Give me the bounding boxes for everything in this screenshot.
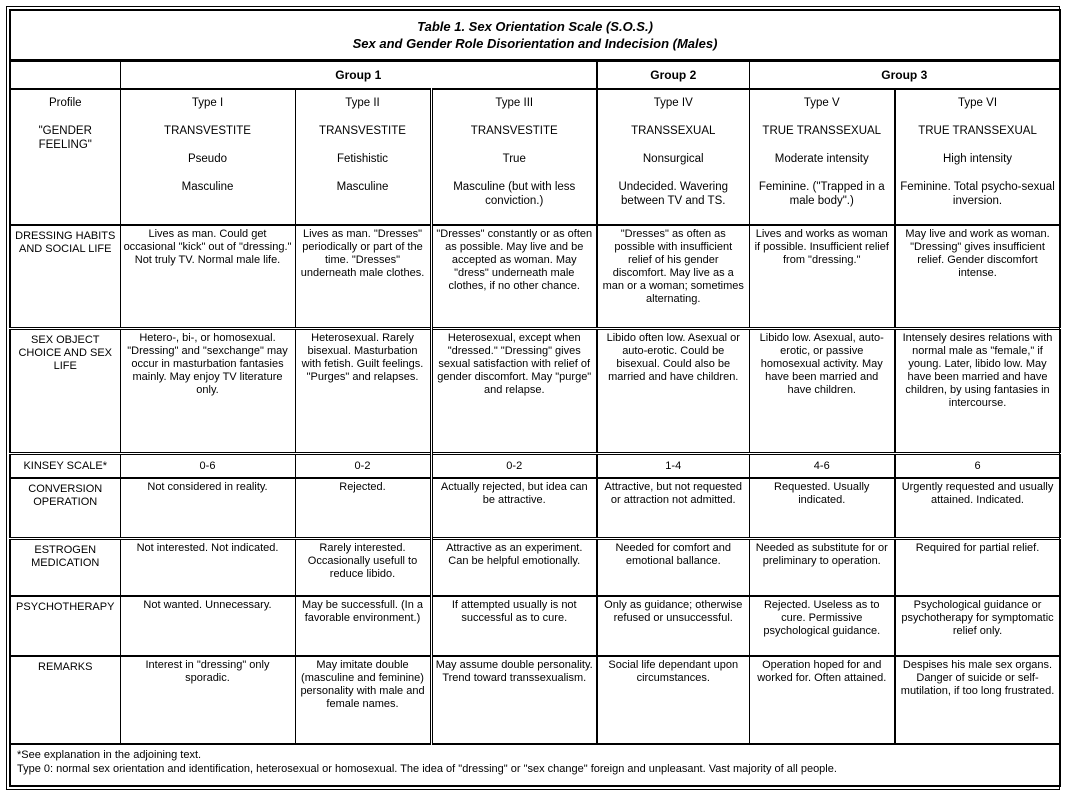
group-row-spacer — [10, 61, 120, 90]
table-cell: Heterosexual, except when "dressed." "Dressing" gives sexual satisfaction with relief of gender discomfort. May "purge" and relapse. — [431, 329, 597, 454]
table-border-frame — [6, 6, 1060, 790]
type-subtype: True — [502, 153, 526, 165]
remarks-row — [10, 656, 1060, 744]
type-gender-feeling: Masculine — [181, 181, 234, 193]
table-cell: Lives and works as woman if possible. Insufficient relief from "dressing." — [749, 225, 895, 329]
table-cell: Needed as substitute for or preliminary to operation. — [749, 539, 895, 597]
type-header-1 — [120, 89, 295, 225]
table-cell: May be successfull. (In a favorable environment.) — [295, 596, 431, 656]
table-cell: Only as guidance; otherwise refused or unsuccessful. — [597, 596, 749, 656]
group-header-3: Group 3 — [749, 61, 1060, 90]
table-cell: Interest in "dressing" only sporadic. — [120, 656, 295, 744]
type-header-row — [10, 89, 1060, 225]
table-cell: May imitate double (masculine and feminine) personality with male and female names. — [295, 656, 431, 744]
table-cell: 4-6 — [749, 454, 895, 479]
group-header-2: Group 2 — [597, 61, 749, 90]
row-label-kinsey-scale: KINSEY SCALE* — [10, 454, 120, 479]
title-line-2: Sex and Gender Role Disorientation and Indecision (Males) — [352, 36, 718, 51]
table-cell: 0-6 — [120, 454, 295, 479]
table-cell: Needed for comfort and emotional ballance. — [597, 539, 749, 597]
table-cell: "Dresses" as often as possible with insufficient relief of his gender discomfort. May live as a man or a woman; sometimes alternating. — [597, 225, 749, 329]
type-number: Type VI — [958, 97, 998, 109]
table-cell: 0-2 — [295, 454, 431, 479]
table-cell: Not considered in reality. — [120, 478, 295, 539]
type-gender-feeling: Masculine — [336, 181, 389, 193]
gender-feeling-label: "GENDER FEELING" — [38, 125, 92, 151]
profile-label: Profile — [48, 97, 82, 109]
estrogen-medication-row — [10, 539, 1060, 597]
type-subtype: High intensity — [943, 153, 1013, 165]
table-cell: May live and work as woman. "Dressing" gives insufficient relief. Gender discomfort intense. — [895, 225, 1060, 329]
type-gender-feeling: Undecided. Wavering between TV and TS. — [618, 181, 729, 207]
table-cell: 6 — [895, 454, 1060, 479]
table-cell: Libido low. Asexual, auto-erotic, or passive homosexual activity. May have been married and have children. — [749, 329, 895, 454]
type-header-6 — [895, 89, 1060, 225]
type-header-5 — [749, 89, 895, 225]
title-row — [10, 10, 1060, 61]
row-label-remarks: REMARKS — [10, 656, 120, 744]
type-number: Type III — [495, 97, 534, 109]
table-cell: "Dresses" constantly or as often as possible. May live and be accepted as woman. May "dress" underneath male clothes, if no other chance. — [431, 225, 597, 329]
type-header-2 — [295, 89, 431, 225]
type-number: Type IV — [653, 97, 693, 109]
footnotes — [10, 744, 1060, 786]
table-cell: Rejected. Useless as to cure. Permissive psychological guidance. — [749, 596, 895, 656]
table-cell: 0-2 — [431, 454, 597, 479]
row-label-conversion-operation: CONVERSION OPERATION — [10, 478, 120, 539]
table-cell: Lives as man. "Dresses" periodically or part of the time. "Dresses" underneath male clothes. — [295, 225, 431, 329]
table-cell: Psychological guidance or psychotherapy for symptomatic relief only. — [895, 596, 1060, 656]
type-category: TRUE TRANSSEXUAL — [762, 125, 882, 137]
type-number: Type I — [191, 97, 224, 109]
table-cell: Urgently requested and usually attained. Indicated. — [895, 478, 1060, 539]
title-line-1: Table 1. Sex Orientation Scale (S.O.S.) — [417, 19, 653, 34]
table-cell: Intensely desires relations with normal male as "female," if young. Later, libido low. May have been married and have children, by using fantasies in intercourse. — [895, 329, 1060, 454]
type-subtype: Nonsurgical — [642, 153, 704, 165]
table-cell: If attempted usually is not successful as to cure. — [431, 596, 597, 656]
table-cell: Rejected. — [295, 478, 431, 539]
table-cell: Required for partial relief. — [895, 539, 1060, 597]
table-cell: Requested. Usually indicated. — [749, 478, 895, 539]
table-cell: Actually rejected, but idea can be attractive. — [431, 478, 597, 539]
table-cell: Heterosexual. Rarely bisexual. Masturbation with fetish. Guilt feelings. "Purges" and relapses. — [295, 329, 431, 454]
type-category: TRANSVESTITE — [319, 125, 406, 137]
type-subtype: Fetishistic — [336, 153, 389, 165]
row-label-dressing-habits: DRESSING HABITS AND SOCIAL LIFE — [10, 225, 120, 329]
row-label-estrogen-medication: ESTROGEN MEDICATION — [10, 539, 120, 597]
table-cell: Attractive as an experiment. Can be helpful emotionally. — [431, 539, 597, 597]
row-label-psychotherapy: PSYCHOTHERAPY — [10, 596, 120, 656]
type-category: TRANSVESTITE — [470, 125, 558, 137]
table-cell: Operation hoped for and worked for. Often attained. — [749, 656, 895, 744]
sex-object-row — [10, 329, 1060, 454]
group-header-row — [10, 61, 1060, 90]
type-category: TRANSVESTITE — [164, 125, 251, 137]
type-subtype: Moderate intensity — [774, 153, 869, 165]
type-gender-feeling: Masculine (but with less conviction.) — [453, 181, 576, 207]
footnote-row — [10, 744, 1060, 786]
sos-table — [9, 9, 1061, 787]
group-header-1: Group 1 — [120, 61, 597, 90]
kinsey-scale-row — [10, 454, 1060, 479]
table-cell: 1-4 — [597, 454, 749, 479]
type-gender-feeling: Feminine. Total psycho-sexual inversion. — [900, 181, 1055, 207]
table-title — [10, 10, 1060, 61]
table-cell: Libido often low. Asexual or auto-erotic. Could be bisexual. Could also be married and have children. — [597, 329, 749, 454]
conversion-operation-row — [10, 478, 1060, 539]
table-cell: Rarely interested. Occasionally usefull to reduce libido. — [295, 539, 431, 597]
type-gender-feeling: Feminine. ("Trapped in a male body".) — [758, 181, 885, 207]
table-cell: Lives as man. Could get occasional "kick" out of "dressing." Not truly TV. Normal male life. — [120, 225, 295, 329]
table-cell: Hetero-, bi-, or homosexual. "Dressing" and "sexchange" may occur in masturbation fantasies mainly. May enjoy TV literature only. — [120, 329, 295, 454]
psychotherapy-row — [10, 596, 1060, 656]
footnote-type0: Type 0: normal sex orientation and identification, heterosexual or homosexual. The idea of "dressing" or "sex change" foreign and unpleasant. Vast majority of all people. — [17, 763, 837, 775]
type-category: TRANSSEXUAL — [631, 125, 716, 137]
footnote-asterisk: *See explanation in the adjoining text. — [17, 749, 202, 761]
type-subtype: Pseudo — [187, 153, 227, 165]
table-cell: Attractive, but not requested or attraction not admitted. — [597, 478, 749, 539]
type-header-3 — [431, 89, 597, 225]
table-cell: Social life dependant upon circumstances. — [597, 656, 749, 744]
table-cell: May assume double personality. Trend toward transsexualism. — [431, 656, 597, 744]
dressing-habits-row — [10, 225, 1060, 329]
type-number: Type II — [345, 97, 380, 109]
row-label-profile — [10, 89, 120, 225]
table-cell: Despises his male sex organs. Danger of suicide or self-mutilation, if too long frustrated. — [895, 656, 1060, 744]
table-cell: Not wanted. Unnecessary. — [120, 596, 295, 656]
row-label-sex-object: SEX OBJECT CHOICE AND SEX LIFE — [10, 329, 120, 454]
type-number: Type V — [803, 97, 840, 109]
table-cell: Not interested. Not indicated. — [120, 539, 295, 597]
type-category: TRUE TRANSSEXUAL — [918, 125, 1037, 137]
type-header-4 — [597, 89, 749, 225]
